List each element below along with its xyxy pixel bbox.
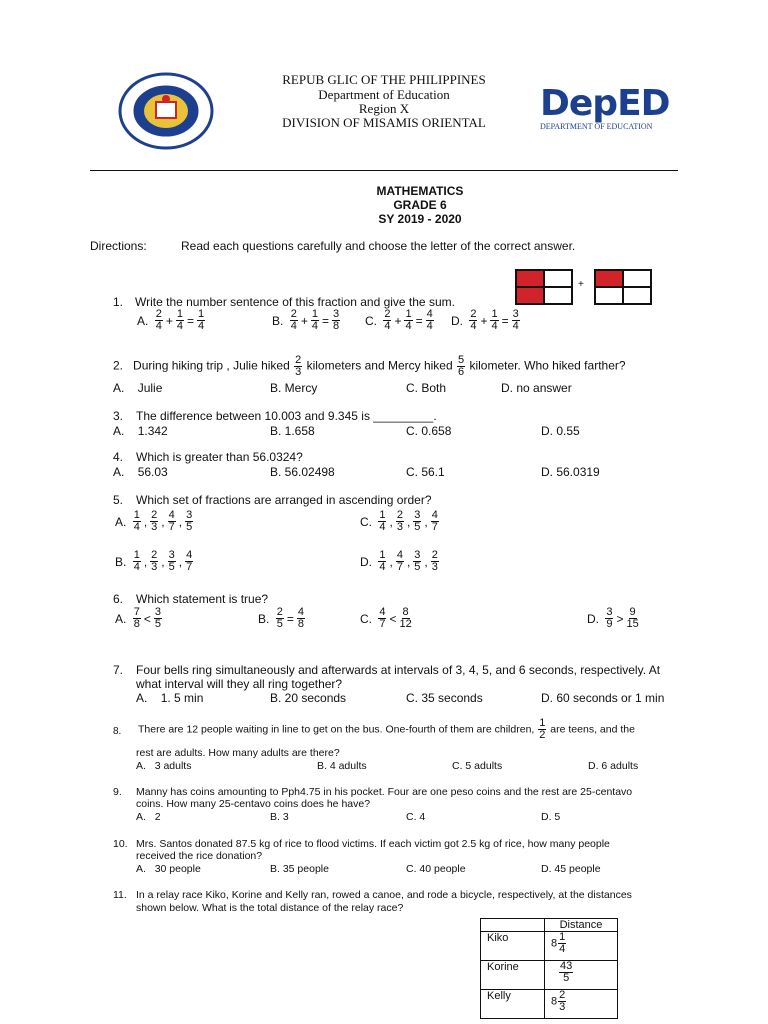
q5-option-b: B. $\frac{1}{4}$ , $\frac{2}{3}$ , $\frac{3}{5}$ , $\frac{4}{7}$: [115, 549, 193, 573]
distance-value: $\frac{43}{5}$: [545, 961, 618, 990]
q4-option-b: B. 56.02498: [270, 465, 335, 479]
region-line: Region X: [358, 101, 410, 116]
q7-option-b: B. 20 seconds: [270, 691, 347, 705]
q6-number: 6.: [113, 592, 124, 606]
distance-value: 8 $\frac{2}{3}$: [545, 990, 618, 1019]
q5-option-d: D. $\frac{1}{4}$ , $\frac{4}{7}$ , $\frac{3}{5}$ , $\frac{2}{3}$: [360, 549, 438, 573]
q2-question: 2. During hiking trip , Julie hiked $\frac{2}{3}$ kilometers and Mercy hiked $\frac{5}{6}$ kilometer. Who hiked farther?: [113, 354, 626, 378]
q3-option-c: C. 0.658: [406, 424, 452, 438]
q8-number: 8.: [113, 726, 122, 737]
q10-text-line2: received the rice donation?: [136, 850, 263, 862]
q7-text-line2: what interval will they all ring together?: [136, 677, 343, 691]
q1-text: Write the number sentence of this fraction and give the sum.: [135, 295, 455, 309]
q6-option-c: C. $\frac{4}{7}$ < $\frac{8}{12}$: [360, 606, 412, 630]
q9-option-d: D. 5: [541, 811, 561, 823]
deped-tagline: DEPARTMENT OF EDUCATION: [540, 122, 653, 131]
q1-option-c: C. $\frac{2}{4}$ + $\frac{1}{4}$ = $\frac{4}{4}$: [365, 308, 433, 332]
q9-number: 9.: [113, 786, 122, 798]
division-line: DIVISION OF MISAMIS ORIENTAL: [282, 115, 486, 130]
table-row: [481, 932, 618, 961]
table-header-distance: Distance: [545, 919, 618, 932]
q4-option-c: C. 56.1: [406, 465, 445, 479]
directions-label: Directions:: [90, 239, 147, 253]
relay-distance-table: [480, 918, 618, 1019]
q2-option-b: B. Mercy: [270, 381, 318, 395]
q9-option-a: A. 2: [136, 811, 161, 823]
q5-option-c: C. $\frac{1}{4}$ , $\frac{2}{3}$ , $\frac{3}{5}$ , $\frac{4}{7}$: [360, 509, 438, 533]
q9-text-line1: Manny has coins amounting to Pph4.75 in his pocket. Four are one peso coins and the rest are 25-centavo: [136, 786, 633, 798]
q1-option-b: B. $\frac{2}{4}$ + $\frac{1}{4}$ = $\frac{3}{8}$: [272, 308, 340, 332]
q8-option-c: C. 5 adults: [452, 760, 503, 772]
plus-sign: +: [578, 279, 584, 290]
q6-text: Which statement is true?: [136, 592, 269, 606]
grade-title: GRADE 6: [393, 198, 447, 212]
runner-name: Kiko: [481, 932, 545, 961]
subject-title: MATHEMATICS: [376, 184, 464, 198]
q5-number: 5.: [113, 493, 124, 507]
deped-logo: [540, 84, 690, 138]
fraction-grid-1: [515, 269, 573, 305]
q6-option-b: B. $\frac{2}{5}$ = $\frac{4}{8}$: [258, 606, 304, 630]
q8-option-a: A. 3 adults: [136, 760, 192, 772]
table-row: [481, 990, 618, 1019]
runner-name: Korine: [481, 961, 545, 990]
q3-number: 3.: [113, 409, 124, 423]
q9-option-b: B. 3: [270, 811, 289, 823]
q4-option-d: D. 56.0319: [541, 465, 600, 479]
school-year: SY 2019 - 2020: [378, 212, 462, 226]
q10-option-b: B. 35 people: [270, 863, 329, 875]
directions-text: Read each questions carefully and choose the letter of the correct answer.: [181, 239, 576, 253]
header-divider: [90, 170, 678, 171]
q6-option-a: A. $\frac{7}{8}$ < $\frac{3}{5}$: [115, 606, 161, 630]
q9-option-c: C. 4: [406, 811, 426, 823]
deped-wordmark: DepED: [540, 83, 670, 124]
q8-text-line1: There are 12 people waiting in line to get on the bus. One-fourth of them are children, $\frac{1}{2}$ are teens, and the: [138, 717, 635, 741]
q7-option-a: A. 1. 5 min: [136, 691, 204, 705]
q6-option-d: D. $\frac{3}{9}$ > $\frac{9}{15}$: [587, 606, 639, 630]
q8-option-d: D. 6 adults: [588, 760, 639, 772]
republic-line: REPUB GLIC OF THE PHILIPPINES: [282, 72, 486, 87]
q3-option-b: B. 1.658: [270, 424, 315, 438]
q10-option-a: A. 30 people: [136, 863, 201, 875]
q11-text-line2: shown below. What is the total distance of the relay race?: [136, 902, 404, 914]
distance-value: 8 $\frac{1}{4}$: [545, 932, 618, 961]
department-line: Department of Education: [318, 87, 450, 102]
q10-option-d: D. 45 people: [541, 863, 601, 875]
q8-text-line2: rest are adults. How many adults are there?: [136, 747, 340, 759]
q7-option-d: D. 60 seconds or 1 min: [541, 691, 665, 705]
deped-seal-logo: [118, 72, 214, 150]
q1-number: 1.: [113, 295, 124, 309]
q10-text-line1: Mrs. Santos donated 87.5 kg of rice to flood victims. If each victim got 2.5 kg of rice, how many people: [136, 838, 610, 850]
q9-text-line2: coins. How many 25-centavo coins does he have?: [136, 798, 371, 810]
q3-text: The difference between 10.003 and 9.345 is _________.: [136, 409, 437, 423]
q7-number: 7.: [113, 663, 124, 677]
q8-option-b: B. 4 adults: [317, 760, 367, 772]
runner-name: Kelly: [481, 990, 545, 1019]
q10-number: 10.: [113, 838, 128, 850]
q11-text-line1: In a relay race Kiko, Korine and Kelly ran, rowed a canoe, and rode a bicycle, respectively, at the distances: [136, 889, 632, 901]
q2-option-d: D. no answer: [501, 381, 572, 395]
q1-option-a: A. $\frac{2}{4}$ + $\frac{1}{4}$ = $\frac{1}{4}$: [137, 308, 205, 332]
q3-option-a: A. 1.342: [113, 424, 168, 438]
q4-number: 4.: [113, 450, 124, 464]
fraction-grid-2: [594, 269, 652, 305]
q11-number: 11.: [113, 889, 127, 901]
q5-text: Which set of fractions are arranged in ascending order?: [136, 493, 432, 507]
q5-option-a: A. $\frac{1}{4}$ , $\frac{2}{3}$ , $\frac{4}{7}$ , $\frac{3}{5}$: [115, 509, 193, 533]
q2-option-c: C. Both: [406, 381, 447, 395]
q3-option-d: D. 0.55: [541, 424, 580, 438]
q10-option-c: C. 40 people: [406, 863, 466, 875]
table-row: [481, 961, 618, 990]
q4-text: Which is greater than 56.0324?: [136, 450, 303, 464]
q1-option-d: D. $\frac{2}{4}$ + $\frac{1}{4}$ = $\frac{3}{4}$: [451, 308, 519, 332]
q2-option-a: A. Julie: [113, 381, 163, 395]
q4-option-a: A. 56.03: [113, 465, 168, 479]
q7-text-line1: Four bells ring simultaneously and afterwards at intervals of 3, 4, 5, and 6 seconds, respectively. At: [136, 663, 661, 677]
q7-option-c: C. 35 seconds: [406, 691, 483, 705]
